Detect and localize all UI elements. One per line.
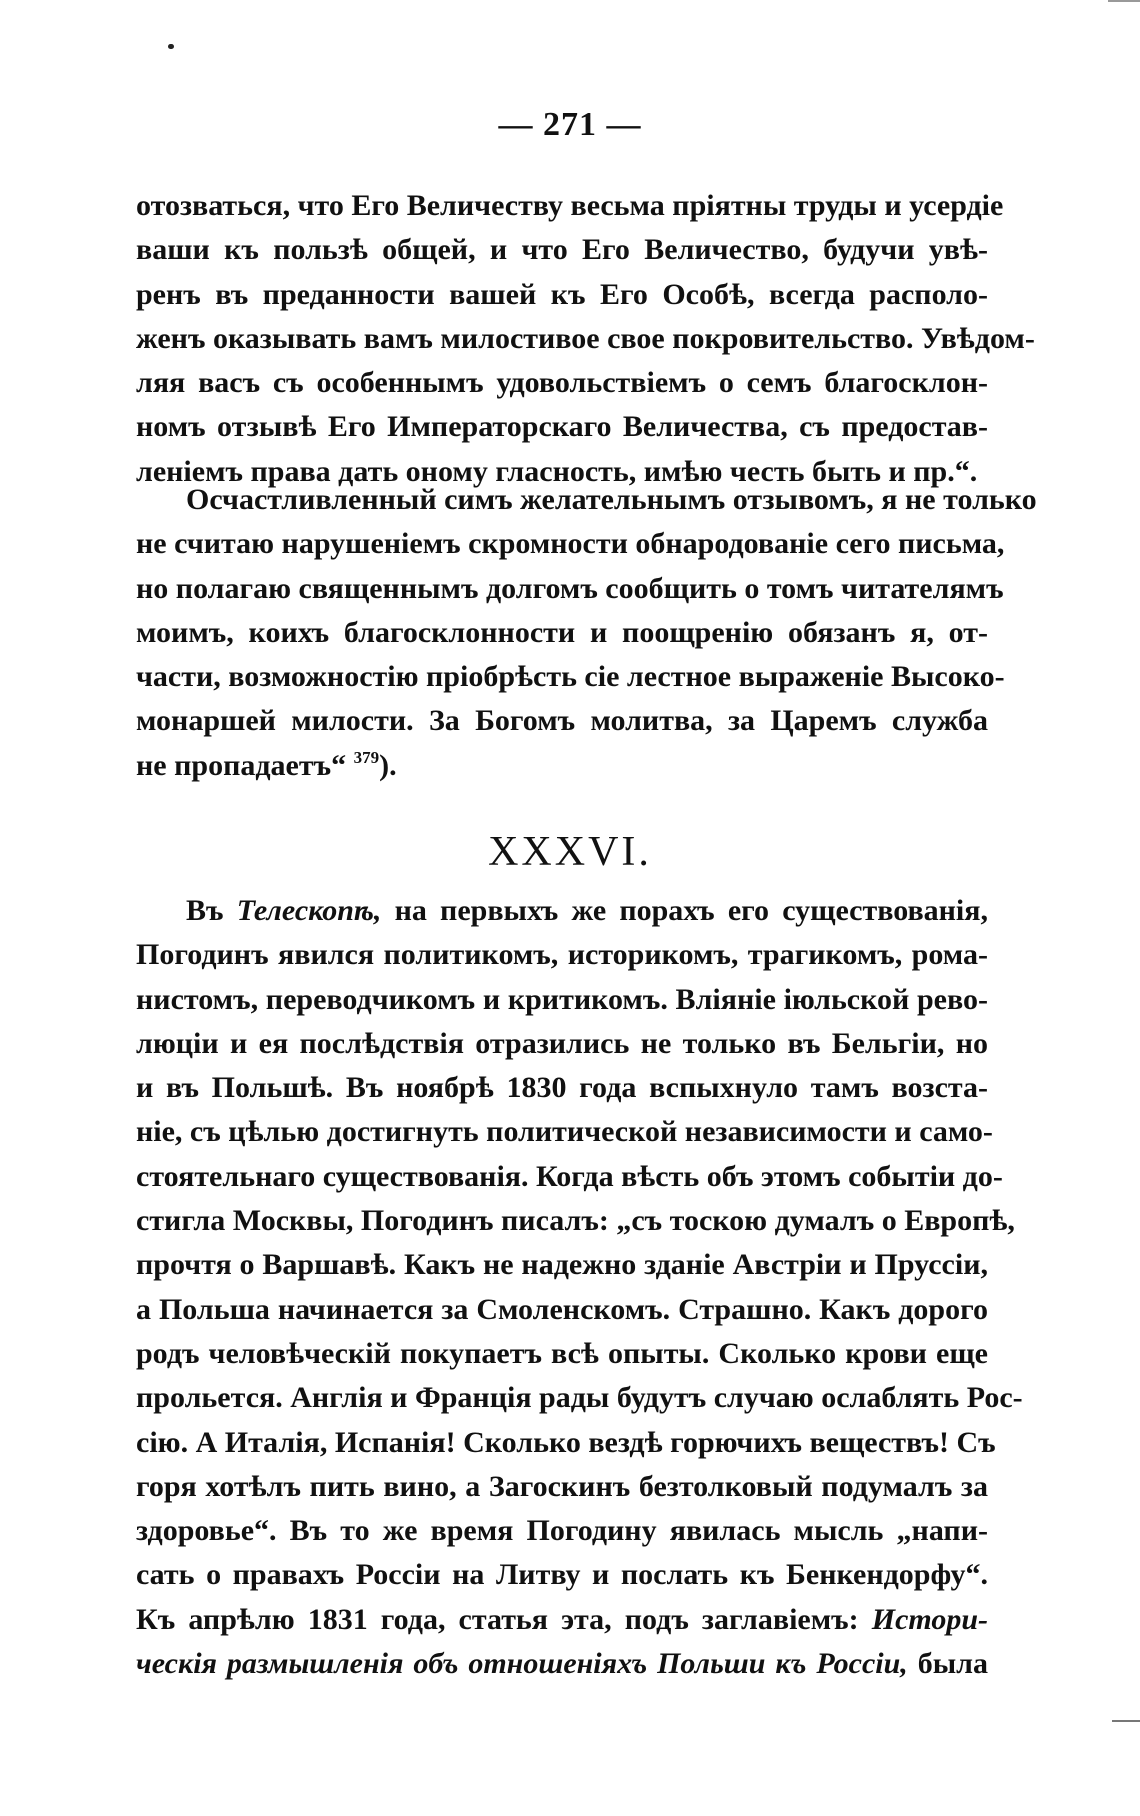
text-line: люціи и ея послѣдствія отразились не только въ Бельгіи, но [136, 1026, 988, 1060]
text-line: и въ Польшѣ. Въ ноябрѣ 1830 года вспыхнуло тамъ возста- [136, 1071, 988, 1105]
line-end: ). [379, 748, 397, 782]
text-line: ваши къ пользѣ общей, и что Его Величество, будучи увѣ- [136, 233, 988, 267]
section-heading: XXXVI. [488, 829, 652, 875]
text-line: родъ человѣческій покупаетъ всѣ опыты. Сколько крови еще [136, 1336, 988, 1370]
text-line [136, 889, 988, 933]
article-title: ческія размышленія объ отношеніяхъ Польши къ Россіи, [136, 1647, 908, 1681]
text-line: горя хотѣлъ пить вино, а Загоскинъ безтолковый подумалъ за [136, 1469, 988, 1503]
scan-speck [168, 44, 174, 49]
text-line: номъ отзывѣ Его Императорскаго Величества, съ предостав- [136, 410, 988, 444]
text-line [136, 1598, 988, 1642]
paragraph-2 [136, 478, 1037, 788]
text-line: ренъ въ преданности вашей къ Его Особѣ, всегда располо- [136, 277, 988, 311]
text-line: прочтя о Варшавѣ. Какъ не надежно зданіе Австріи и Пруссіи, [136, 1248, 988, 1282]
text-run: Къ апрѣлю 1831 года, статья эта, подъ заглавіемъ: [136, 1602, 872, 1636]
text-line: леніемъ права дать оному гласность, имѣю честь быть и пр.“. [136, 454, 978, 488]
article-title: Истори- [871, 1602, 988, 1636]
text-line [136, 1642, 988, 1686]
text-line: а Польша начинается за Смоленскомъ. Страшно. Какъ дорого [136, 1292, 988, 1326]
text-line: ляя васъ съ особеннымъ удовольствіемъ о семъ благосклон- [136, 366, 988, 400]
text-line: моимъ, коихъ благосклонности и поощренію обязанъ я, от- [136, 615, 988, 649]
text-run: была [907, 1647, 988, 1681]
text-line: сать о правахъ Россіи на Литву и послать къ Бенкендорфу“. [136, 1558, 988, 1592]
text-line: Осчастливленный симъ желательнымъ отзывомъ, я не только [186, 483, 1037, 516]
paragraph-3 [136, 889, 1023, 1686]
text-line: здоровье“. Въ то же время Погодину явилась мысль „напи- [136, 1514, 988, 1548]
text-line: не считаю нарушеніемъ скромности обнародованіе сего письма, [136, 527, 1005, 561]
text-run: на первыхъ же порахъ его существованія, [381, 894, 988, 927]
text-line: монаршей милости. За Богомъ молитва, за Царемъ служба [136, 704, 988, 738]
text-line: отозваться, что Его Величеству весьма пріятны труды и усердіе [136, 189, 1004, 222]
scan-edge-mark [1112, 1720, 1140, 1722]
text-line: женъ оказывать вамъ милостивое свое покровительство. Увѣдом- [136, 321, 1035, 355]
scan-edge-mark [1108, 0, 1140, 2]
footnote-reference: 379 [353, 747, 380, 767]
page-number: — 271 — [498, 106, 642, 143]
text-line: стигла Москвы, Погодинъ писалъ: „съ тоскою думалъ о Европѣ, [136, 1204, 1015, 1238]
text-run: Въ [186, 894, 237, 927]
text-line: ніе, съ цѣлью достигнуть политической независимости и само- [136, 1115, 993, 1149]
text-line: стоятельнаго существованія. Когда вѣсть объ этомъ событіи до- [136, 1159, 1003, 1193]
text-line: нистомъ, переводчикомъ и критикомъ. Вліяніе іюльской рево- [136, 982, 988, 1016]
text-line: но полагаю священнымъ долгомъ сообщить о томъ читателямъ [136, 571, 1004, 605]
journal-title: Телескопѣ, [236, 894, 382, 927]
text-line: Погодинъ явился политикомъ, историкомъ, трагикомъ, рома- [136, 938, 988, 972]
line-text: не пропадаетъ“ [136, 748, 347, 782]
text-line: прольется. Англія и Франція рады будутъ случаю ослаблять Рос- [136, 1381, 1023, 1415]
paragraph-1 [136, 184, 1035, 494]
text-line-last [136, 744, 988, 788]
text-line: части, возможностію пріобрѣсть сіе лестное выраженіе Высоко- [136, 660, 1005, 694]
text-line: сію. А Италія, Испанія! Сколько вездѣ горючихъ веществъ! Съ [136, 1425, 996, 1459]
